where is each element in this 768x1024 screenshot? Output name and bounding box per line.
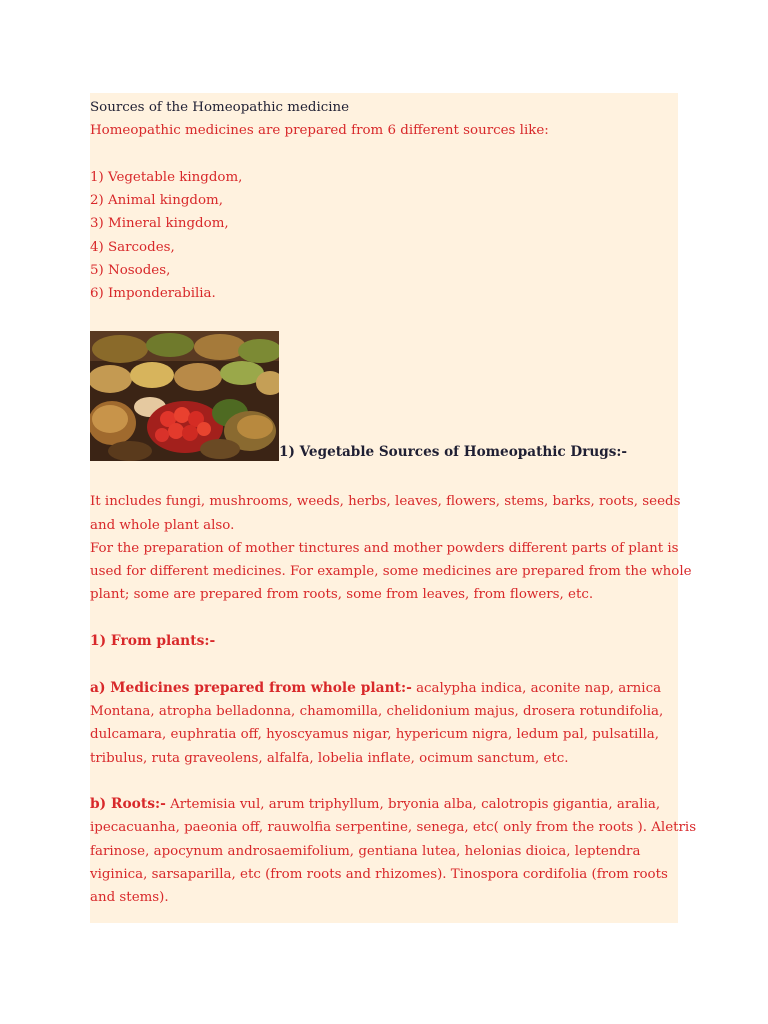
roots-text: Artemisia vul, arum triphyllum, bryonia alba, calotropis gigantia, aralia, [165, 797, 661, 813]
roots-line [90, 793, 678, 816]
whole-plant-line: tribulus, ruta graveolens, alfalfa, lobelia inflate, ocimum sanctum, etc. [90, 750, 569, 766]
source-item: 6) Imponderabilia. [90, 286, 216, 302]
vegetable-paragraph-line: and whole plant also. [90, 517, 235, 533]
plants-heading [90, 630, 678, 653]
plants-heading-text: 1) From plants:- [90, 633, 216, 650]
vegetable-paragraph-line: used for different medicines. For example, some medicines are prepared from the whole [90, 564, 692, 580]
whole-plant-text: acalypha indica, aconite nap, arnica [411, 680, 662, 696]
whole-plant-line: dulcamara, euphratia off, hyoscyamus nigar, hypericum nigra, ledum pal, pulsatilla, [90, 727, 660, 743]
whole-plant-line: Montana, atropha belladonna, chamomilla, chelidonium majus, drosera rotundifolia, [90, 703, 664, 719]
source-item: 3) Mineral kingdom, [90, 216, 229, 232]
document-content [90, 96, 697, 910]
spacer [90, 306, 678, 329]
source-item: 1) Vegetable kingdom, [90, 169, 243, 185]
vegetable-paragraph-line: It includes fungi, mushrooms, weeds, herbs, leaves, flowers, stems, barks, roots, seeds [90, 494, 681, 510]
spacer [90, 143, 678, 166]
intro-text: Homeopathic medicines are prepared from 6 different sources like: [90, 123, 549, 139]
roots-line: and stems). [90, 890, 169, 906]
source-item: 4) Sarcodes, [90, 239, 175, 255]
page-title: Sources of the Homeopathic medicine [90, 100, 350, 115]
roots-line: viginica, sarsaparilla, etc (from roots and rhizomes). Tinospora cordifolia (from roots [90, 867, 668, 883]
vegetable-paragraph-line: plant; some are prepared from roots, some from leaves, from flowers, etc. [90, 587, 594, 603]
spacer [90, 607, 678, 630]
roots-line: farinose, apocynum androsaemifolium, gentiana lutea, helonias dioica, leptendra [90, 843, 641, 859]
vegetable-paragraph-line: For the preparation of mother tinctures and mother powders different parts of plant is [90, 540, 679, 556]
spacer [90, 770, 678, 793]
vegetable-sources-heading: 1) Vegetable Sources of Homeopathic Drugs:- [279, 443, 628, 460]
source-item: 5) Nosodes, [90, 263, 171, 279]
vegetable-market-photo [90, 331, 279, 461]
spacer [90, 467, 678, 490]
spacer [90, 653, 678, 676]
image-row [90, 331, 678, 467]
source-item: 2) Animal kingdom, [90, 193, 223, 209]
roots-label: b) Roots:- [90, 796, 166, 813]
whole-plant-line [90, 677, 678, 700]
whole-plant-label: a) Medicines prepared from whole plant:- [90, 679, 412, 696]
roots-line: ipecacuanha, paeonia off, rauwolfia serpentine, senega, etc( only from the roots ). Aletris [90, 820, 697, 836]
